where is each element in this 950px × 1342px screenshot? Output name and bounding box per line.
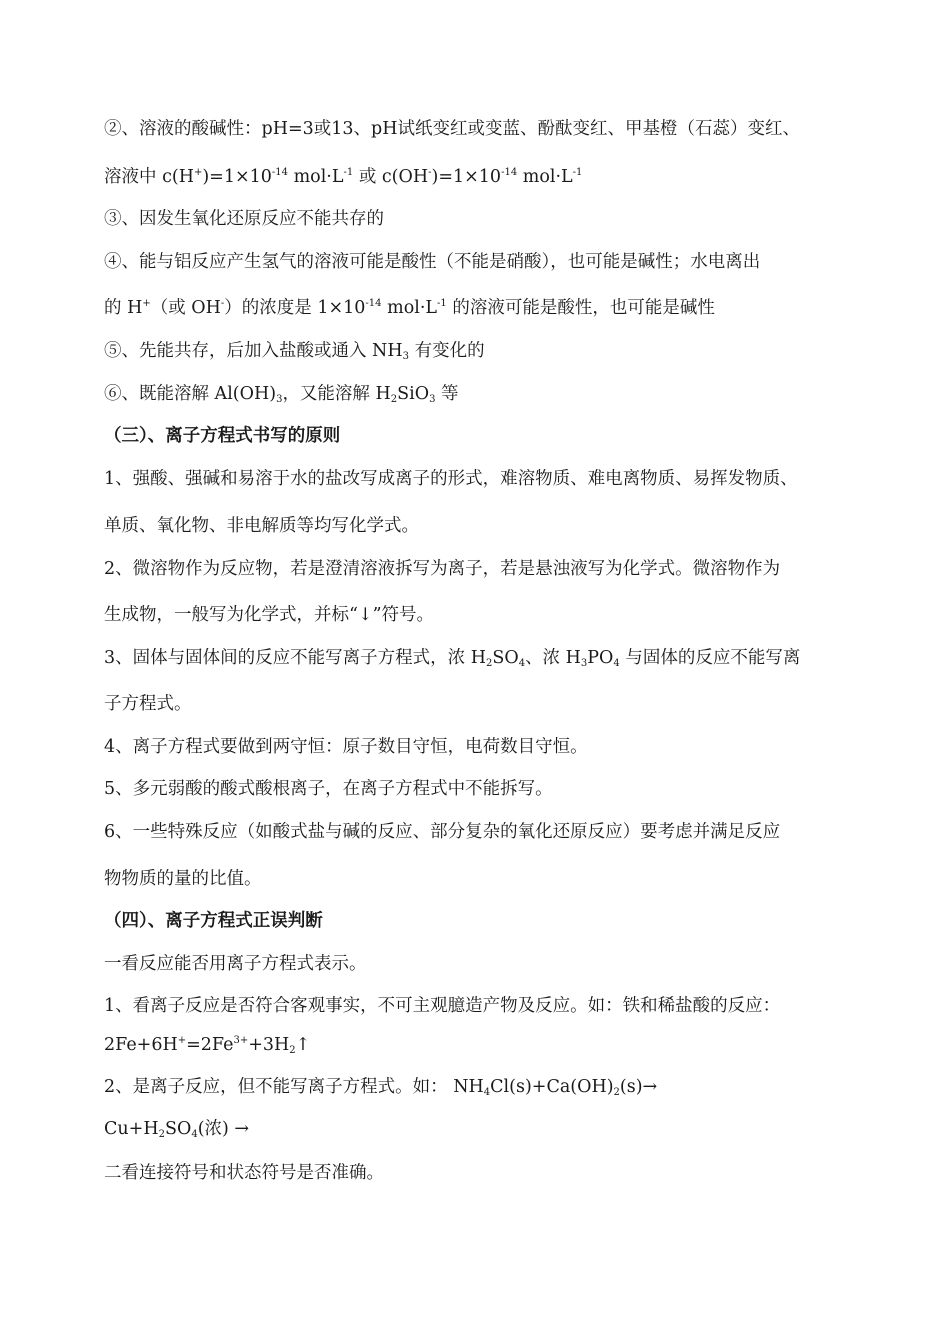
text-line: 的 H+（或 OH-）的浓度是 $1\times 10^{-14}$ $mol\cdot L^{-1}$ 的溶液可能是酸性，也可能是碱性 [104, 298, 715, 318]
section-heading: （三）、离子方程式书写的原则 [104, 426, 341, 446]
text-line: 二看连接符号和状态符号是否准确。 [104, 1163, 384, 1183]
text-line: 子方程式。 [104, 694, 192, 714]
text-line: 1、强酸、强碱和易溶于水的盐改写成离子的形式，难溶物质、难电离物质、易挥发物质、 [104, 469, 798, 489]
text-line: 溶液中 $c(H^+)=1\times 10^{-14}$ $mol\cdot L^{-1}$ 或 $c(OH^-)=1\times 10^{-14}$ $mol\cdot L^{-1}$ [104, 167, 583, 187]
text-line: 1、看离子反应是否符合客观事实，不可主观臆造产物及反应。如：铁和稀盐酸的反应： [104, 996, 781, 1016]
text-line: 5、多元弱酸的酸式酸根离子，在离子方程式中不能拆写。 [104, 779, 553, 799]
text-line: ③、因发生氧化还原反应不能共存的 [104, 209, 384, 229]
text-line: ④、能与铝反应产生氢气的溶液可能是酸性（不能是硝酸），也可能是碱性；水电离出 [104, 252, 761, 272]
text-line: 3、固体与固体间的反应不能写离子方程式，浓 $H_2SO_4$、浓 $H_3PO_4$ 与固体的反应不能写离 [104, 648, 801, 669]
text-line: 生成物，一般写为化学式，并标“↓”符号。 [104, 605, 435, 625]
equation-line: $2Fe+6H^+=2Fe^{3+}+3H_2↑$ [104, 1035, 311, 1056]
text-line: 2、是离子反应，但不能写离子方程式。如： $NH_4Cl(s)+Ca(OH)_2(s)\to$ [104, 1077, 658, 1098]
text-line: 6、一些特殊反应（如酸式盐与碱的反应、部分复杂的氧化还原反应）要考虑并满足反应 [104, 822, 781, 842]
text-line: ②、溶液的酸碱性：pH=3或13、pH试纸变红或变蓝、酚酞变红、甲基橙（石蕊）变红、 [104, 119, 800, 139]
text-line: 单质、氧化物、非电解质等均写化学式。 [104, 516, 419, 536]
equation-line: $Cu+H_2SO_4$(浓) → [104, 1119, 250, 1140]
text-line: 物物质的量的比值。 [104, 869, 262, 889]
section-heading: （四）、离子方程式正误判断 [104, 911, 323, 931]
text-line: 一看反应能否用离子方程式表示。 [104, 954, 367, 974]
text-line: 4、离子方程式要做到两守恒：原子数目守恒，电荷数目守恒。 [104, 737, 588, 757]
text-line: ⑥、既能溶解 $Al(OH)_3$，又能溶解 $H_2SiO_3$ 等 [104, 384, 459, 405]
text-line: ⑤、先能共存，后加入盐酸或通入 $NH_3$ 有变化的 [104, 341, 485, 362]
text-line: 2、微溶物作为反应物，若是澄清溶液拆写为离子，若是悬浊液写为化学式。微溶物作为 [104, 559, 781, 579]
